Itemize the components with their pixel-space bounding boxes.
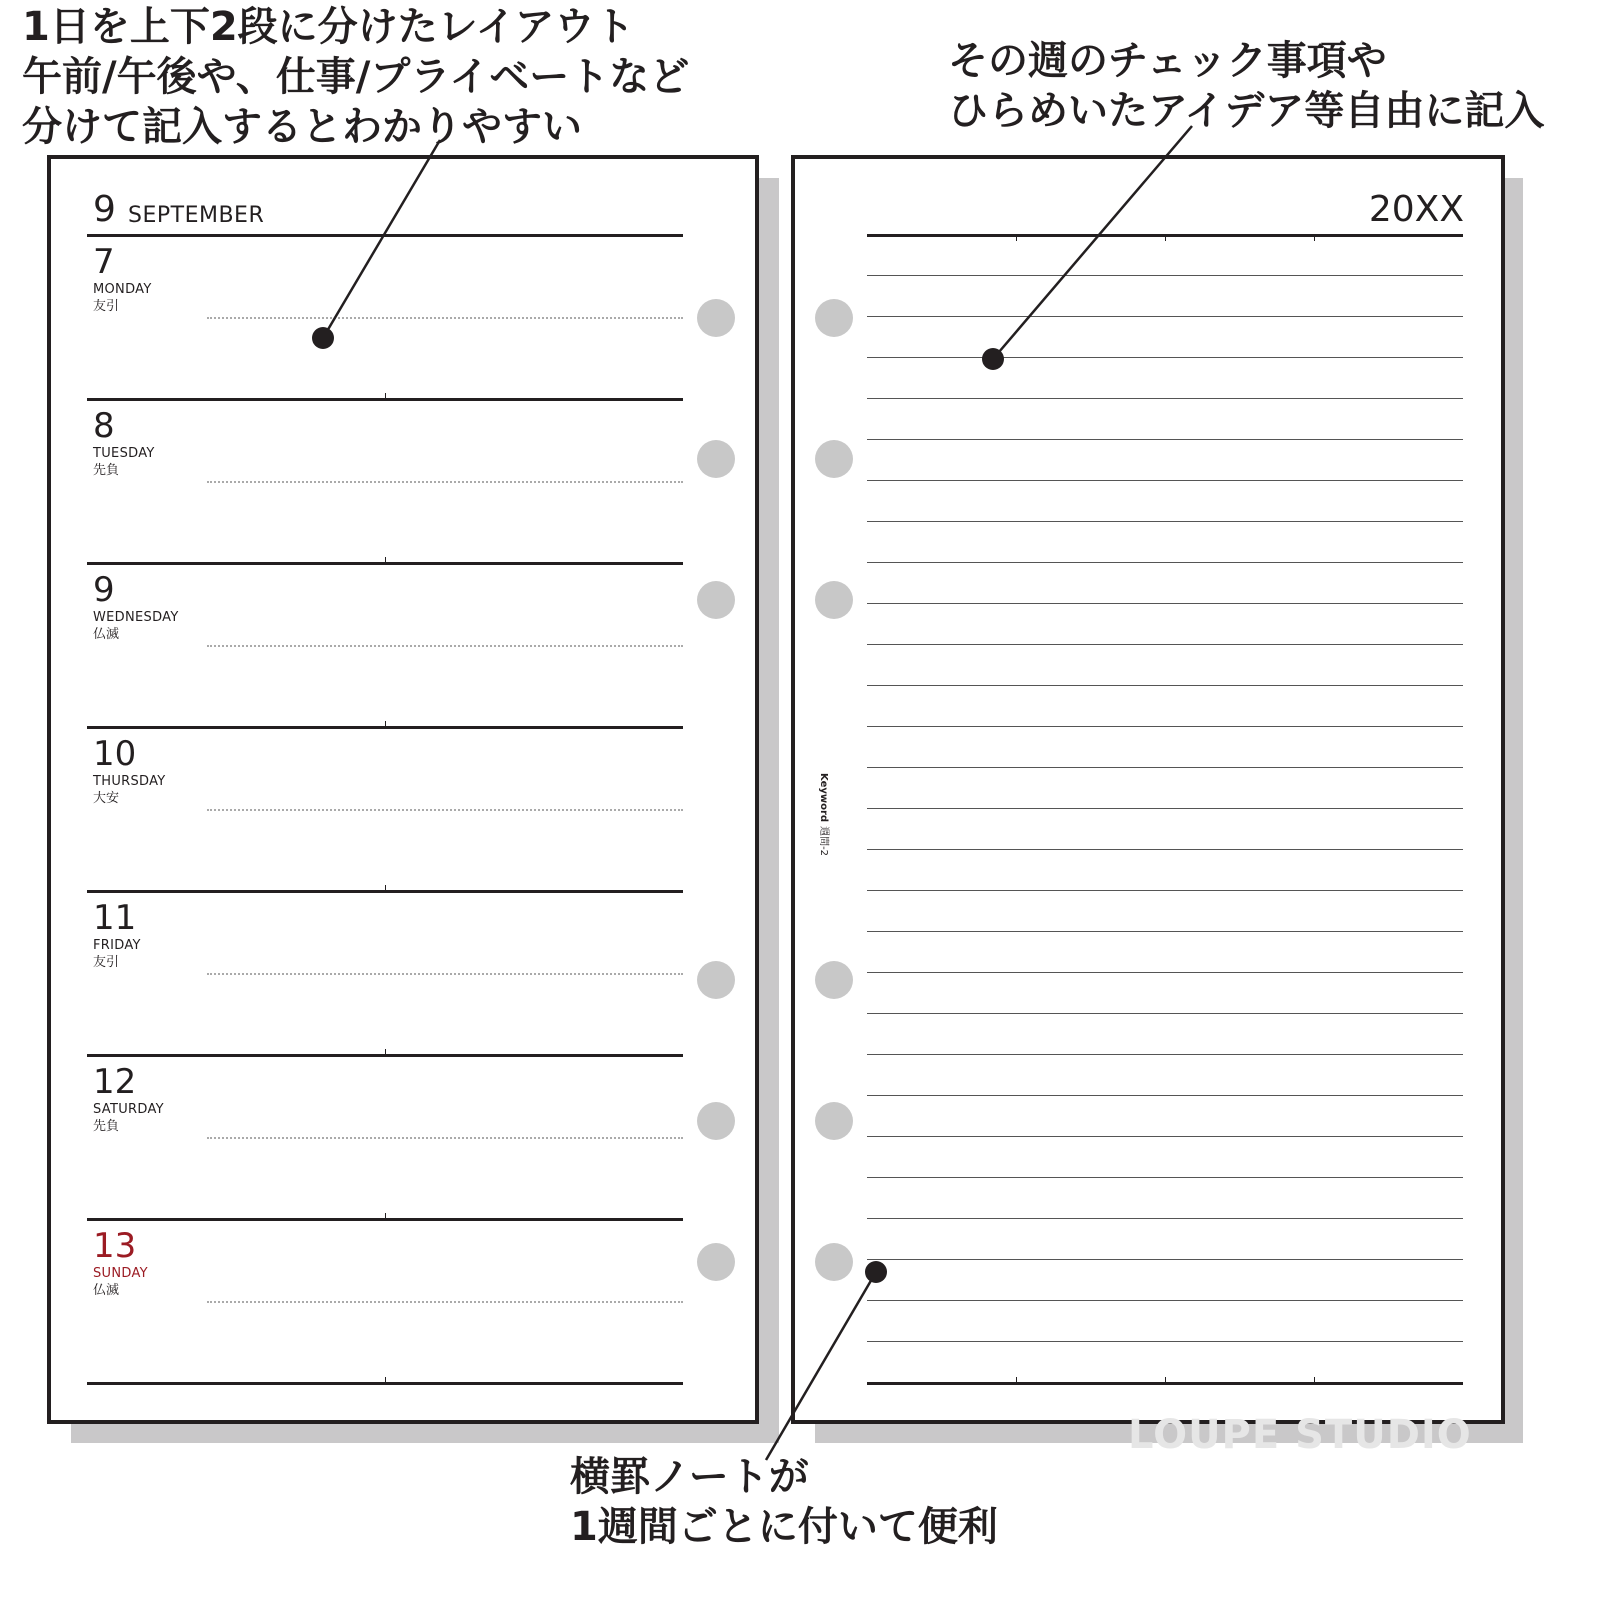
center-tick [385,1377,386,1382]
ruled-line [867,1136,1463,1137]
callout-line: ひらめいたアイデア等自由に記入 [948,88,1545,134]
divider-line [87,1382,683,1385]
day-date: 12 [93,1062,137,1102]
day-entry-thursday [93,735,293,807]
day-entry-monday [93,243,293,315]
bottom-rule [867,1382,1463,1385]
rule-tick [1016,1377,1017,1382]
day-entry-saturday [93,1063,293,1135]
callout-line: 1日を上下2段に分けたレイアウト [22,4,635,50]
day-weekday: MONDAY [93,282,152,297]
ruled-line [867,849,1463,850]
day-date: 9 [93,570,115,610]
ruled-line [867,808,1463,809]
day-entry-tuesday [93,407,293,479]
binder-hole [697,1102,735,1140]
divider-line [87,1218,683,1221]
rule-tick [1016,236,1017,241]
half-day-divider [207,809,683,811]
day-weekday: TUESDAY [93,446,155,461]
binder-hole [815,581,853,619]
rule-tick [1165,236,1166,241]
ruled-line [867,603,1463,604]
day-weekday: FRIDAY [93,938,141,953]
day-weekday: WEDNESDAY [93,610,179,625]
ruled-line [867,439,1463,440]
ruled-line [867,931,1463,932]
day-date: 11 [93,898,137,938]
binder-hole [815,440,853,478]
callout-weekly-ruled-note [570,1452,998,1552]
ruled-line [867,890,1463,891]
day-entry-friday [93,899,293,971]
half-day-divider [207,1301,683,1303]
binder-hole [697,961,735,999]
day-weekday: THURSDAY [93,774,166,789]
center-tick [385,557,386,562]
day-rokuyo: 仏滅 [93,627,120,642]
ruled-line [867,316,1463,317]
ruled-line [867,1259,1463,1260]
rule-tick [1165,1377,1166,1382]
ruled-line [867,1013,1463,1014]
divider-line [87,234,683,237]
binder-hole [697,440,735,478]
binder-hole [697,299,735,337]
day-rokuyo: 仏滅 [93,1283,120,1298]
day-date: 13 [93,1226,137,1266]
ruled-notes-page [791,155,1505,1424]
callout-line: 午前/午後や、仕事/プライベートなど [22,54,690,100]
month-name: SEPTEMBER [128,203,265,228]
callout-line: 1週間ごとに付いて便利 [570,1504,998,1550]
month-number: 9 [93,189,116,230]
half-day-divider [207,481,683,483]
day-rokuyo: 友引 [93,955,120,970]
callout-free-notes [948,36,1544,136]
day-date: 10 [93,734,137,774]
weekly-schedule-page [47,155,759,1424]
day-rokuyo: 先負 [93,463,120,478]
ruled-line [867,726,1463,727]
binder-hole [697,581,735,619]
callout-line: その週のチェック事項や [948,38,1387,84]
ruled-line [867,685,1463,686]
divider-line [87,562,683,565]
half-day-divider [207,317,683,319]
page-code: 週間-2 [818,826,829,857]
day-weekday: SATURDAY [93,1102,164,1117]
ruled-line [867,562,1463,563]
ruled-line [867,1177,1463,1178]
ruled-line [867,398,1463,399]
keyword-text: Keyword [818,773,829,823]
ruled-line [867,480,1463,481]
divider-line [87,890,683,893]
keyword-label [817,773,830,856]
binder-hole [697,1243,735,1281]
day-date: 8 [93,406,115,446]
ruled-line [867,275,1463,276]
center-tick [385,721,386,726]
day-entry-wednesday [93,571,293,643]
ruled-line [867,1300,1463,1301]
callout-line: 横罫ノートが [570,1454,809,1500]
binder-hole [815,299,853,337]
half-day-divider [207,1137,683,1139]
day-date: 7 [93,242,115,282]
year-label: 20XX [1368,189,1464,230]
ruled-line [867,1341,1463,1342]
day-rokuyo: 先負 [93,1119,120,1134]
day-rokuyo: 友引 [93,299,120,314]
callout-two-part-layout [22,2,689,152]
binder-hole [815,961,853,999]
ruled-line [867,357,1463,358]
day-entry-sunday [93,1227,293,1299]
ruled-line [867,1054,1463,1055]
binder-hole [815,1102,853,1140]
ruled-line [867,767,1463,768]
center-tick [385,393,386,398]
watermark: LOUPE STUDIO [1128,1412,1472,1458]
half-day-divider [207,973,683,975]
day-weekday: SUNDAY [93,1266,148,1281]
day-rokuyo: 大安 [93,791,120,806]
center-tick [385,1049,386,1054]
ruled-line [867,644,1463,645]
rule-tick [1314,236,1315,241]
ruled-line [867,1218,1463,1219]
ruled-line [867,972,1463,973]
divider-line [87,398,683,401]
half-day-divider [207,645,683,647]
ruled-line [867,521,1463,522]
binder-hole [815,1243,853,1281]
ruled-line [867,1095,1463,1096]
rule-tick [1314,1377,1315,1382]
center-tick [385,1213,386,1218]
divider-line [87,726,683,729]
callout-line: 分けて記入するとわかりやすい [22,104,582,150]
divider-line [87,1054,683,1057]
center-tick [385,885,386,890]
